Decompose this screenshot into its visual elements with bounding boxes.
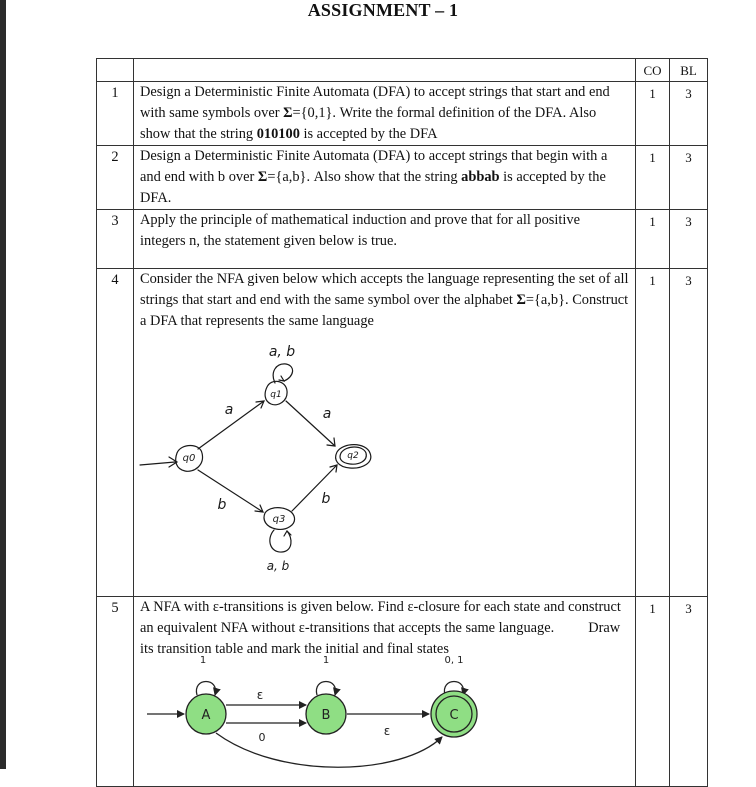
question-row-1 [97,82,708,146]
label-edge-q1-q2: a [322,406,332,422]
label-loop-q1: a, b [268,344,296,360]
label-edge-q0-q1: a [224,402,234,418]
label-q2: q2 [347,451,359,461]
label-q0: q0 [182,453,196,464]
start-arrow [140,462,175,465]
question-text: Apply the principle of mathematical induction and prove that for all positive integers n, the statement given below is true. [134,210,636,269]
question-text: Design a Deterministic Finite Automata (DFA) to accept strings that begin with a and end with b over Σ={a,b}. Also show that the string abbab is accepted by the DFA. [134,146,636,210]
question-row-3 [97,210,708,269]
loop-b [316,682,335,696]
co-value: 1 [636,146,670,210]
bl-value: 3 [670,597,708,787]
co-value: 1 [636,82,670,146]
loop-q3 [270,530,291,552]
label-q3: q3 [272,514,286,525]
question-number: 2 [97,146,134,210]
question-number: 1 [97,82,134,146]
label-edge-a-b-zero: 0 [258,731,266,744]
label-loop-a: 1 [199,655,207,666]
bl-value: 3 [670,82,708,146]
enfa-diagram [140,652,490,769]
label-edge-q3-q2: b [321,491,331,507]
label-edge-b-c-epsilon: ε [383,724,391,738]
label-q1: q1 [270,390,282,400]
question-number: 3 [97,210,134,269]
page-title: ASSIGNMENT – 1 [307,0,459,20]
label-edge-a-b-epsilon: ε [256,688,264,702]
question-row-2 [97,146,708,210]
edge-a-c [216,733,442,767]
question-text: A NFA with ε-transitions is given below. Find ε-closure for each state and construct an equivalent NFA without ε-transitions that accepts the same language. Draw its transition table and mark the initial and final states [134,597,636,787]
left-edge-bar [0,0,6,769]
bl-value: 3 [670,210,708,269]
loop-a [196,682,215,696]
question-text: Design a Deterministic Finite Automata (DFA) to accept strings that start and end with same symbols over Σ={0,1}. Write the formal definition of the DFA. Also show that the string 010100 is accepted by the DFA [134,82,636,146]
question-number: 4 [97,269,134,597]
label-c: C [449,708,459,723]
bl-value: 3 [670,269,708,597]
label-a: A [201,708,211,723]
table-header-row [97,59,708,82]
co-value: 1 [636,597,670,787]
edge-q0-q3 [198,470,263,512]
bl-header: BL [670,59,708,82]
nfa-diagram [130,335,390,575]
label-loop-q3: a, b [266,559,290,573]
label-edge-q0-q3: b [217,497,227,513]
loop-q1-arrowhead [279,376,284,381]
label-b: B [321,708,331,723]
label-loop-b: 1 [322,655,330,666]
question-number: 5 [97,597,134,787]
co-value: 1 [636,210,670,269]
question-text: Consider the NFA given below which accepts the language representing the set of all strings that start and end with the same symbol over the alphabet Σ={a,b}. Construct a DFA that represents the same language [134,269,636,597]
co-value: 1 [636,269,670,597]
bl-value: 3 [670,146,708,210]
label-loop-c: 0, 1 [444,655,464,666]
co-header: CO [636,59,670,82]
